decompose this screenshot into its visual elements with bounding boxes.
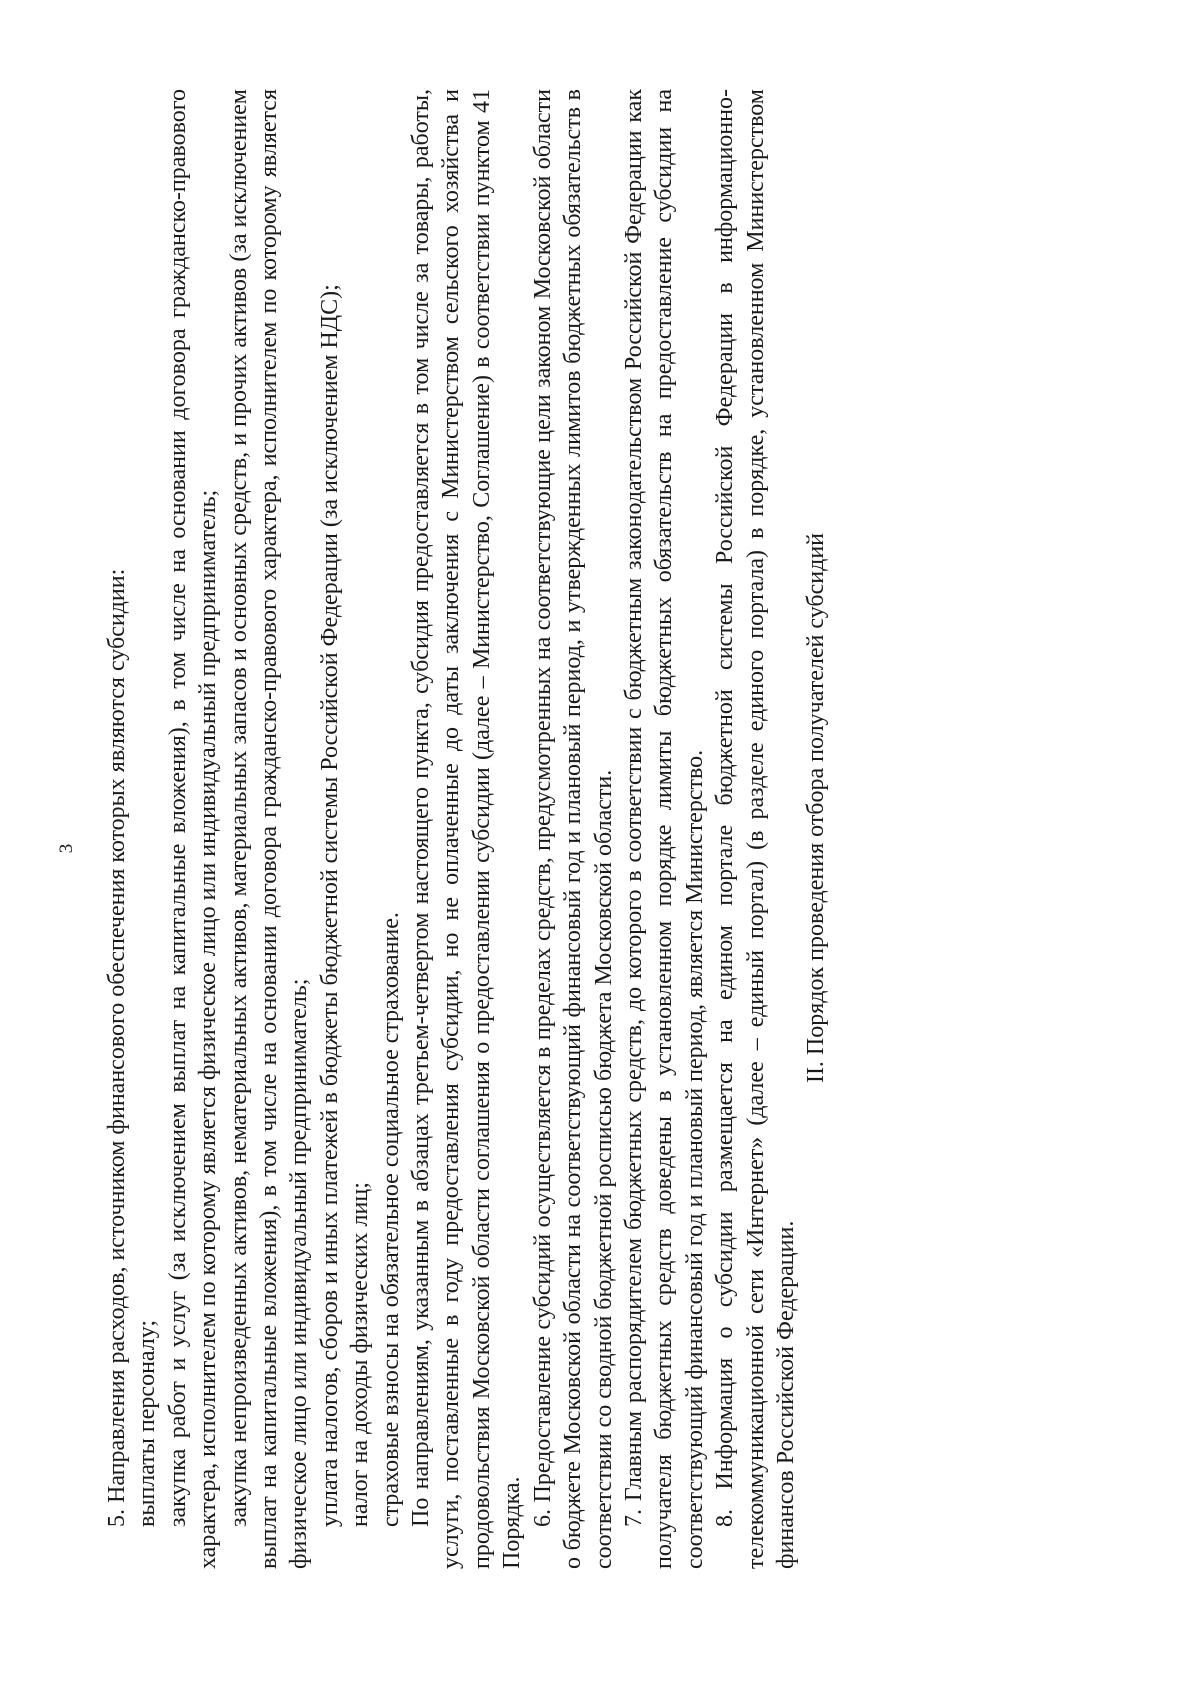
paragraph-note: По направлениям, указанным в абзацах третьем-четвертом настоящего пункта, субсидия предоставляется в том числе за товары, работы, услуги, поставленные в году предоставления субсидии, но не оплаченные до даты заключения с Министерством сельского хозяйства и продовольствия Московской области соглашения о предоставлении субсидии (далее – Министерство, Соглашение) в соответствии пунктом 41 Порядка. bbox=[408, 89, 526, 1569]
paragraph-7: 7. Главным распорядителем бюджетных средств, до которого в соответствии с бюджетным законодательством Российской Федерации как получателя бюджетных средств доведены в установленном порядке лимиты бюджетных обязательств на предоставление субсидии на соответствующий финансовый год и плановый период, является Министерство. bbox=[620, 89, 708, 1569]
paragraph-list-item: закупка непроизведенных активов, нематериальных активов, материальных запасов и основных средств, и прочих активов (за исключением выплат на капитальные вложения), в том числе на основании договора гражданско-правового характера, исполнителем по которому является физическое лицо или индивидуальный предприниматель; bbox=[225, 89, 313, 1569]
paragraph-list-item: выплаты персоналу; bbox=[134, 1319, 161, 1527]
document-body bbox=[102, 89, 832, 1569]
paragraph-6: 6. Предоставление субсидий осуществляется в пределах средств, предусмотренных на соответствующие цели законом Московской области о бюджете Московской области на соответствующий финансовый год и плановый период, и утвержденных лимитов бюджетных обязательств в соответствии со сводной бюджетной росписью бюджета Московской области. bbox=[529, 89, 617, 1569]
paragraph-list-item: уплата налогов, сборов и иных платежей в бюджеты бюджетной системы Российской Федерации (за исключением НДС); bbox=[316, 284, 343, 1527]
paragraph-8: 8. Информация о субсидии размещается на едином портале бюджетной системы Российской Федерации в информационно-телекоммуникационной сети «Интернет» (далее – единый портал) (в разделе единого портала) в порядке, установленном Министерством финансов Российской Федерации. bbox=[712, 89, 799, 1569]
page-number: 3 bbox=[56, 843, 77, 854]
paragraph-5-intro: 5. Направления расходов, источником финансового обеспечения которых являются субсидии: bbox=[104, 568, 130, 1527]
section-heading: II. Порядок проведения отбора получателей субсидий bbox=[803, 532, 830, 1084]
paragraph-list-item: закупка работ и услуг (за исключением выплат на капитальные вложения), в том числе на основании договора гражданско-правового характера, исполнителем по которому является физическое лицо или индивидуальный предприниматель; bbox=[164, 89, 222, 1569]
paragraph-list-item: страховые взносы на обязательное социальное страхование. bbox=[377, 912, 404, 1527]
paragraph-list-item: налог на доходы физических лиц; bbox=[347, 1182, 374, 1527]
